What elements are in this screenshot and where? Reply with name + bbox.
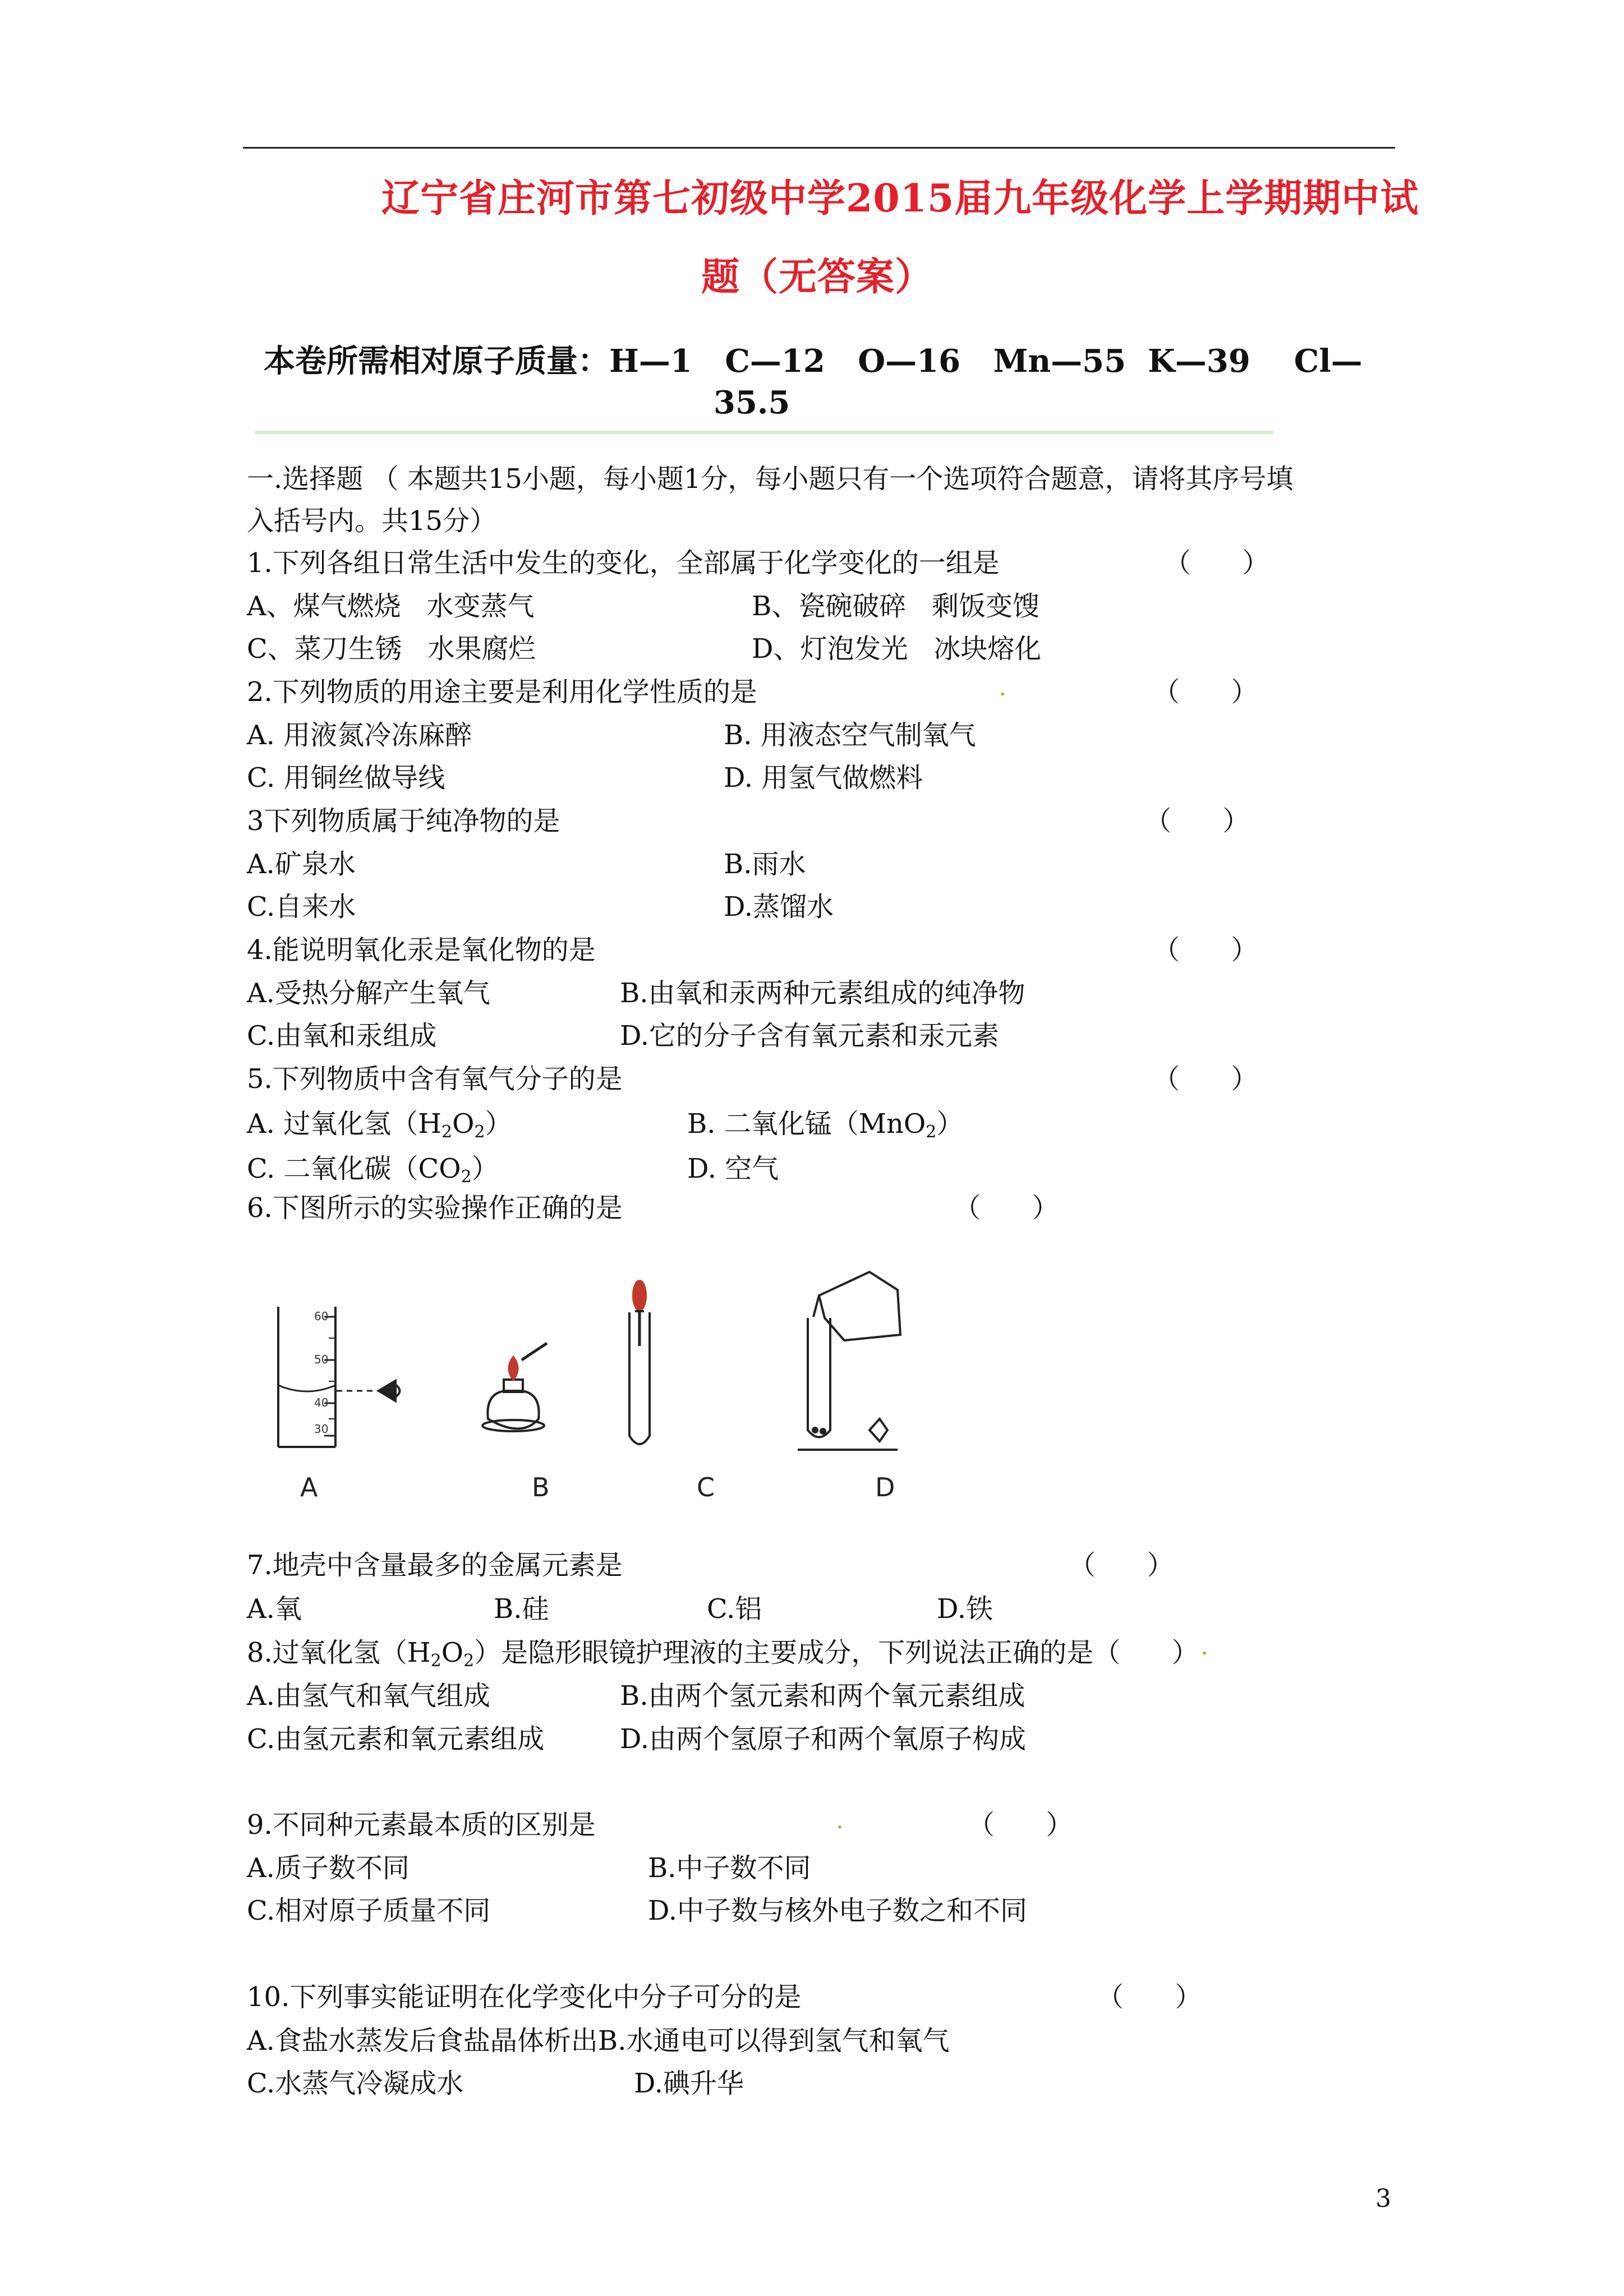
q7-option-b: B.硅	[494, 1593, 549, 1625]
q2-answer-paren: （ ）	[1153, 676, 1258, 708]
q8-option-a: A.由氢气和氧气组成	[247, 1680, 490, 1712]
page-number: 3	[1375, 2184, 1391, 2213]
q9-answer-paren: （ ）	[968, 1809, 1073, 1841]
q3-answer-paren: （ ）	[1144, 805, 1250, 837]
q7-stem: 7.地壳中含量最多的金属元素是	[247, 1550, 623, 1581]
q8-stem: 8.过氧化氢$(H_2O_2)$是隐形眼镜护理液的主要成分，下列说法正确的是（ ）	[247, 1637, 1199, 1671]
q4-option-b: B.由氧和汞两种元素组成的纯净物	[620, 978, 1025, 1009]
q10-option-c: C.水蒸气冷凝成水	[247, 2068, 464, 2099]
q1-option-b: B、瓷碗破碎 剩饭变馊	[752, 591, 1040, 622]
q2-option-a: A. 用液氮冷冻麻醉	[247, 720, 472, 751]
q1-stem: 1.下列各组日常生活中发生的变化，全部属于化学变化的一组是	[247, 547, 1000, 579]
stray-dot: .	[836, 1806, 844, 1834]
q8-option-d: D.由两个氢原子和两个氧原子构成	[620, 1723, 1027, 1755]
fig-label-c: C	[697, 1472, 715, 1502]
q9-option-d: D.中子数与核外电子数之和不同	[648, 1895, 1028, 1926]
tick-label: 30	[314, 1422, 329, 1436]
q10-stem: 10.下列事实能证明在化学变化中分子可分的是	[247, 1981, 802, 2013]
q5-option-a: A. 过氧化氢$(H_2O_2)$	[247, 1108, 512, 1142]
tick-label: 50	[314, 1353, 329, 1366]
dropper-test-tube-figure	[629, 1281, 650, 1444]
q1-option-c: C、菜刀生锈 水果腐烂	[247, 633, 536, 665]
atomic-masses-line2: 35.5	[714, 384, 790, 421]
green-divider	[255, 431, 1273, 434]
q6-stem: 6.下图所示的实验操作正确的是	[247, 1192, 623, 1224]
q3-option-a: A.矿泉水	[247, 849, 356, 880]
q8-option-c: C.由氢元素和氧元素组成	[247, 1723, 545, 1755]
section-intro-line2: 入括号内。共15分）	[247, 505, 497, 537]
q4-answer-paren: （ ）	[1153, 934, 1258, 966]
tick-label: 40	[314, 1396, 329, 1409]
fig-label-a: A	[300, 1472, 318, 1502]
alcohol-lamp-figure	[482, 1343, 547, 1431]
q4-option-d: D.它的分子含有氧元素和汞元素	[620, 1020, 1000, 1052]
graduated-cylinder-figure	[278, 1307, 400, 1447]
q9-option-b: B.中子数不同	[648, 1852, 811, 1884]
pouring-figure	[798, 1272, 900, 1450]
section-intro-line1: 一.选择题 （ 本题共15小题，每小题1分，每小题只有一个选项符合题意，请将其序号填	[247, 463, 1294, 495]
atomic-masses-line1: 本卷所需相对原子质量：H—1 C—12 O—16 Mn—55 K—39 Cl—	[264, 343, 1363, 380]
q6-lab-figures	[258, 1251, 987, 1497]
page-title-line1: 辽宁省庄河市第七初级中学2015届九年级化学上学期期中试	[381, 176, 1419, 221]
q2-option-b: B. 用液态空气制氧气	[724, 720, 976, 751]
q2-stem: 2.下列物质的用途主要是利用化学性质的是	[247, 676, 757, 708]
q4-option-a: A.受热分解产生氧气	[247, 978, 490, 1009]
q5-answer-paren: （ ）	[1153, 1063, 1258, 1095]
q2-option-d: D. 用氢气做燃料	[724, 762, 923, 794]
header-rule	[243, 147, 1395, 149]
q3-option-d: D.蒸馏水	[724, 891, 834, 923]
q1-option-d: D、灯泡发光 冰块熔化	[752, 633, 1042, 665]
q9-option-c: C.相对原子质量不同	[247, 1895, 491, 1926]
q7-option-d: D.铁	[937, 1593, 993, 1625]
q10-options-ab: A.食盐水蒸发后食盐晶体析出B.水通电可以得到氢气和氧气	[247, 2025, 950, 2057]
q3-option-c: C.自来水	[247, 891, 356, 923]
q4-stem: 4.能说明氧化汞是氧化物的是	[247, 934, 596, 966]
stray-dot: .	[999, 673, 1006, 702]
q5-option-c: C. 二氧化碳$(CO_2)$	[247, 1153, 499, 1187]
q10-answer-paren: （ ）	[1097, 1981, 1202, 2013]
q5-option-b: B. 二氧化锰（MnO$_2$）	[687, 1108, 964, 1142]
q7-answer-paren: （ ）	[1069, 1550, 1174, 1581]
q5-stem: 5.下列物质中含有氧气分子的是	[247, 1063, 623, 1095]
q7-option-a: A.氧	[247, 1593, 302, 1625]
q8-option-b: B.由两个氢元素和两个氧元素组成	[620, 1680, 1025, 1712]
q2-option-c: C. 用铜丝做导线	[247, 762, 445, 794]
q3-stem: 3下列物质属于纯净物的是	[247, 805, 560, 837]
q3-option-b: B.雨水	[724, 849, 806, 880]
page-title-line2: 题（无答案）	[701, 255, 934, 299]
q6-answer-paren: （ ）	[954, 1192, 1059, 1224]
q4-option-c: C.由氧和汞组成	[247, 1020, 437, 1052]
fig-label-b: B	[532, 1472, 550, 1502]
fig-label-d: D	[875, 1472, 895, 1502]
q9-stem: 9.不同种元素最本质的区别是	[247, 1809, 596, 1841]
q7-option-c: C.铝	[707, 1593, 762, 1625]
q1-answer-paren: （ ）	[1164, 547, 1269, 579]
q5-option-d: D. 空气	[687, 1153, 779, 1184]
q10-option-d: D.碘升华	[634, 2068, 744, 2099]
stray-dot: .	[1200, 1632, 1208, 1661]
q9-option-a: A.质子数不同	[247, 1852, 410, 1884]
tick-label: 60	[314, 1310, 329, 1323]
q1-option-a: A、煤气燃烧 水变蒸气	[247, 591, 535, 622]
